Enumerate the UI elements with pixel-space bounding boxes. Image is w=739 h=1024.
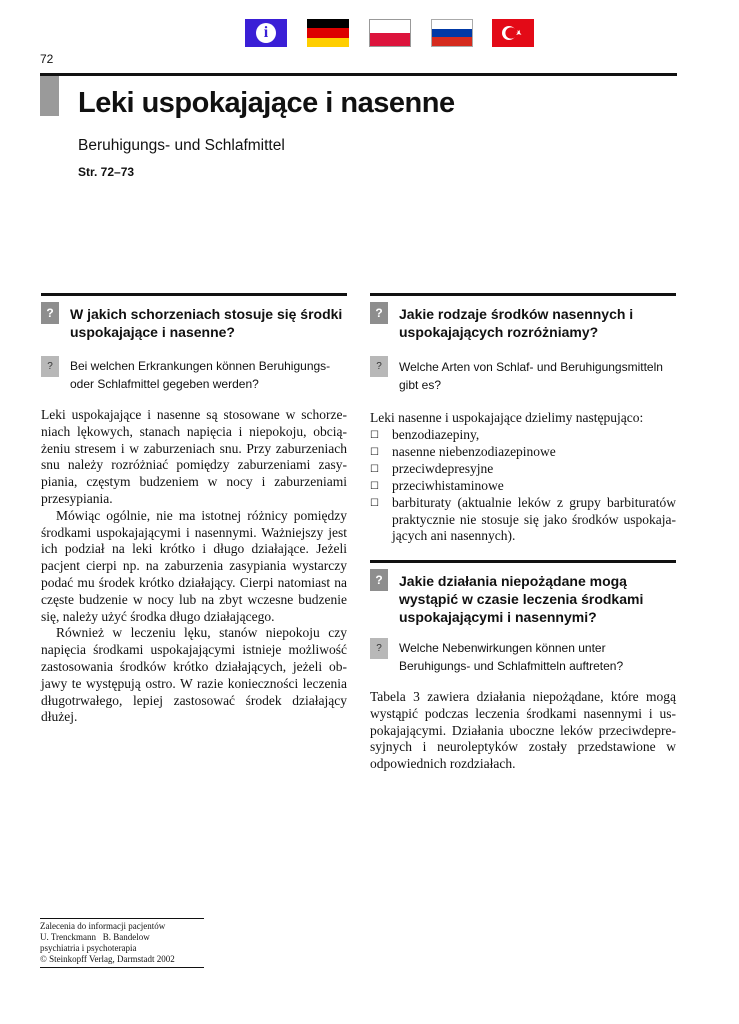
title-accent-bar xyxy=(40,76,59,116)
list-item-text: przeciwdepresyjne xyxy=(392,460,494,476)
answer-paragraph: Tabela 3 zawiera działania niepożądane, które mogą wystąpić podczas leczenia środkami nasennymi i uspokajającymi. Działania uboczne leków przeciwdepresyjnych i neuroleptyków zostały przedstawione w odpowiednich rozdziałach. xyxy=(370,689,676,772)
question-mark-icon: ? xyxy=(41,302,59,324)
russian-flag-icon[interactable] xyxy=(431,19,473,47)
list-item-text: barbituraty (aktualnie leków z grupy barbituratów praktycznie nie stosuje się jako środków uspokajających ani nasennych). xyxy=(392,494,676,544)
question-block xyxy=(370,569,676,626)
polish-flag-icon[interactable] xyxy=(369,19,411,47)
subquestion-text: Bei welchen Erkrankungen können Beruhigungs- oder Schlafmittel gegeben werden? xyxy=(70,359,331,391)
subquestion-mark-icon: ? xyxy=(41,356,59,377)
checkbox-bullet-icon: ☐ xyxy=(370,463,379,475)
page-number: 72 xyxy=(40,52,54,66)
question-text: Jakie działania niepożądane mogą wystąpić w czasie leczenia środkami uspokajającymi i nasennymi? xyxy=(399,573,644,625)
publisher-footer xyxy=(40,918,204,968)
page-range: Str. 72–73 xyxy=(78,165,135,179)
german-flag-icon[interactable] xyxy=(307,19,349,47)
checkbox-bullet-icon: ☐ xyxy=(370,497,379,509)
footer-line: psychiatria i psychoterapia xyxy=(40,943,137,953)
subquestion-block xyxy=(370,638,676,675)
answer-paragraph: Mówiąc ogólnie, nie ma istotnej różnicy pomiędzy środkami uspokajającymi i nasennymi. Ważniejszy jest ich podział na leki krótko i długo działające. Jeżeli pacjent cierpi np. na zaburzenia zasypiania wystarczy podać mu środek krótko działający. Cierpi natomiast na częste budzenie w nocy lub na zbyt wczesne budzenie się, należy użyć środka długo działającego. xyxy=(41,507,347,624)
page-subtitle: Beruhigungs- und Schlafmittel xyxy=(78,137,285,154)
checkbox-bullet-icon: ☐ xyxy=(370,480,379,492)
question-rule xyxy=(41,293,347,296)
question-rule xyxy=(370,560,676,563)
turkish-flag-icon[interactable] xyxy=(492,19,534,47)
answer-paragraph: Również w leczeniu lęku, stanów niepokoju czy napięcia środkami uspokajającymi istnieje możliwość zastosowania środków krótko działających, jeżeli objawy te występują ostro. W razie konieczności leczenia długotrwałego, lepiej zastosować środek działający dłużej. xyxy=(41,625,347,725)
right-column-top xyxy=(370,293,676,545)
question-text: W jakich schorzeniach stosuje się środki uspokajające i nasenne? xyxy=(70,306,343,340)
subquestion-block xyxy=(41,356,347,393)
crescent-star-icon xyxy=(492,19,534,47)
subquestion-block xyxy=(370,356,676,394)
question-text: Jakie rodzaje środków nasennych i uspokajających rozróżniamy? xyxy=(399,306,634,340)
question-block xyxy=(41,302,347,341)
question-mark-icon: ? xyxy=(370,569,388,591)
footer-line: Zalecenia do informacji pacjentów xyxy=(40,921,166,931)
footer-rule xyxy=(40,967,204,968)
page-title: Leki uspokajające i nasenne xyxy=(78,87,455,119)
info-icon[interactable] xyxy=(245,19,287,47)
answer-intro: Leki nasenne i uspokajające dzielimy następująco: xyxy=(370,410,644,425)
list-item-text: nasenne niebenzodiazepinowe xyxy=(392,443,556,459)
list-item xyxy=(370,427,676,444)
list-item-text: przeciwhistaminowe xyxy=(392,477,504,493)
question-mark-icon: ? xyxy=(370,302,388,324)
question-block xyxy=(370,302,676,341)
right-column-bottom xyxy=(370,560,676,773)
checkbox-bullet-icon: ☐ xyxy=(370,429,379,441)
top-rule xyxy=(40,73,677,76)
footer-line: U. Trenckmann B. Bandelow xyxy=(40,932,150,942)
list-item xyxy=(370,461,676,478)
footer-line: © Steinkopff Verlag, Darmstadt 2002 xyxy=(40,954,175,964)
list-item xyxy=(370,444,676,461)
left-column xyxy=(41,293,347,726)
checkbox-bullet-icon: ☐ xyxy=(370,446,379,458)
list-item-text: benzodiazepiny, xyxy=(392,426,480,442)
subquestion-mark-icon: ? xyxy=(370,638,388,659)
list-item xyxy=(370,495,676,545)
answer-body xyxy=(41,407,347,726)
question-rule xyxy=(370,293,676,296)
category-list xyxy=(370,427,676,545)
info-glyph: i xyxy=(256,23,276,43)
list-item xyxy=(370,478,676,495)
subquestion-mark-icon: ? xyxy=(370,356,388,377)
answer-paragraph: Leki uspokajające i nasenne są stosowane w schorzeniach lękowych, stanach napięcia i niepokoju, obciążeniu stresem i w zaburzeniach snu. Przy zaburzeniach snu należy rozróżniać pomiędzy zaburzeniami zasypiania, częstym budzeniem w nocy i zaburzeniami przesypiania. xyxy=(41,407,347,506)
subquestion-text: Welche Nebenwirkungen können unter Beruhigungs- und Schlafmitteln auftreten? xyxy=(399,641,624,673)
answer-body xyxy=(370,689,676,773)
subquestion-text: Welche Arten von Schlaf- und Beruhigungsmitteln gibt es? xyxy=(399,360,663,392)
